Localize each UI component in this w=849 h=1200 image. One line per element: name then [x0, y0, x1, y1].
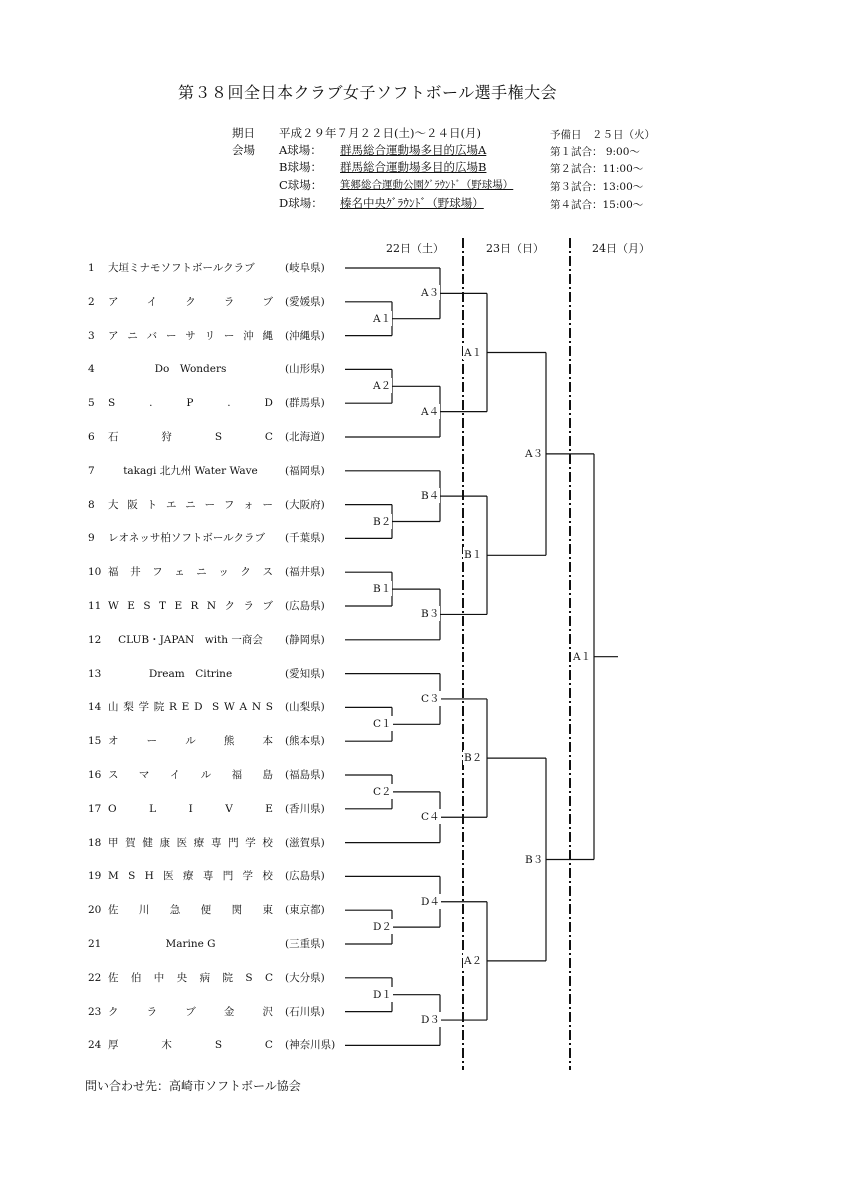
team-name: Marine G: [165, 938, 216, 950]
team-name: オ ー ル 熊 本: [108, 735, 273, 748]
team-name: 石 狩 S C: [108, 431, 273, 443]
game-label-final: A１: [573, 650, 592, 663]
team-name: レオネッサ柏ソフトボールクラブ: [108, 532, 265, 545]
game-label-r2: C３: [421, 692, 440, 705]
game-label-r1: A１: [373, 312, 392, 325]
match-time-1: 第１試合： 9:00～: [550, 146, 640, 158]
match-time-3: 第３試合：13:00～: [550, 181, 644, 193]
team-name: ク ラ ブ 金 沢: [108, 1005, 273, 1018]
game-label-r3: B２: [464, 752, 483, 765]
team-prefecture: (福島県): [285, 769, 325, 781]
day-header-1: 22日（土）: [386, 242, 444, 255]
game-label-r3: A１: [464, 346, 483, 359]
day-header-2: 23日（日）: [486, 242, 544, 255]
game-label-r3: B１: [464, 549, 483, 562]
game-label-r2: A４: [421, 405, 440, 418]
team-prefecture: (大分県): [285, 971, 325, 984]
team-prefecture: (福岡県): [285, 464, 325, 477]
team-prefecture: (三重県): [285, 938, 325, 950]
team-name: 大垣ミナモソフトボールクラブ: [108, 262, 255, 274]
day-header-3: 24日（月）: [592, 242, 650, 255]
venue-label: 会場: [232, 143, 255, 157]
team-number: 21: [88, 938, 102, 950]
team-name: 甲 賀 健 康 医 療 専 門 学 校: [108, 836, 273, 849]
team-prefecture: (熊本県): [285, 735, 325, 748]
team-number: 7: [88, 464, 95, 477]
venue-d-label: D球場：: [279, 196, 323, 210]
game-label-r1: A２: [373, 380, 392, 393]
team-number: 14: [88, 701, 102, 714]
game-label-r1: B２: [373, 515, 392, 528]
game-label-r3: A２: [464, 954, 483, 967]
page-title: 第３８回全日本クラブ女子ソフトボール選手権大会: [178, 83, 558, 102]
venue-a-label: A球場：: [279, 143, 322, 157]
team-number: 20: [88, 904, 102, 917]
match-time-4: 第４試合：15:00～: [550, 199, 644, 211]
game-label-r1: C１: [373, 718, 392, 731]
team-number: 2: [88, 295, 95, 308]
game-label-r1: B１: [373, 583, 392, 596]
team-number: 8: [88, 498, 95, 511]
team-number: 24: [88, 1039, 102, 1052]
team-prefecture: (神奈川県): [285, 1039, 336, 1052]
team-number: 22: [88, 971, 102, 984]
team-number: 18: [88, 836, 102, 849]
team-number: 13: [88, 667, 102, 680]
game-label-r1: D２: [373, 921, 392, 934]
game-label-r2: B３: [421, 608, 440, 621]
team-prefecture: (東京都): [285, 904, 325, 917]
team-name: O L I V E: [108, 802, 273, 815]
team-name: S . P . D: [108, 397, 273, 410]
team-number: 12: [88, 633, 102, 646]
venue-c-label: C球場：: [279, 178, 323, 192]
team-name: Do Wonders: [154, 363, 227, 376]
team-prefecture: (沖縄県): [285, 329, 325, 342]
period-label: 期日: [232, 126, 255, 140]
reserve-day: 予備日 ２５日（火）: [550, 129, 655, 141]
team-prefecture: (滋賀県): [285, 836, 325, 849]
team-name: W E S T E R N ク ラ ブ: [108, 600, 273, 612]
team-number: 5: [88, 397, 95, 410]
team-number: 15: [88, 735, 102, 748]
venue-b-value: 群馬総合運動場多目的広場B: [340, 160, 487, 174]
team-prefecture: (岐阜県): [285, 262, 325, 274]
team-prefecture: (愛知県): [285, 667, 325, 680]
team-prefecture: (広島県): [285, 870, 325, 883]
team-name: 山 梨 学 院 R E D S W A N S: [108, 701, 273, 714]
game-label-r2: B４: [421, 490, 440, 503]
team-prefecture: (山梨県): [285, 701, 325, 714]
team-name: 厚 木 S C: [108, 1039, 273, 1052]
team-number: 3: [88, 329, 95, 342]
game-label-r2: C４: [421, 811, 440, 824]
team-prefecture: (愛媛県): [285, 295, 325, 308]
venue-c-value: 箕郷総合運動公園ｸﾞﾗｳﾝﾄﾞ（野球場）: [340, 179, 514, 191]
team-name: CLUB・JAPAN with 一商会: [118, 633, 263, 646]
team-name: M S H 医 療 専 門 学 校: [108, 870, 273, 883]
team-prefecture: (千葉県): [285, 532, 325, 545]
venue-d-value: 榛名中央ｸﾞﾗｳﾝﾄﾞ（野球場）: [340, 196, 484, 210]
game-label-r1: D１: [373, 988, 392, 1001]
team-number: 19: [88, 870, 102, 883]
team-prefecture: (広島県): [285, 600, 325, 612]
team-name: ア イ ク ラ ブ: [108, 295, 273, 308]
game-label-r4: A３: [525, 447, 544, 460]
venue-b-label: B球場：: [279, 160, 322, 174]
team-name: 佐 川 急 便 関 東: [108, 904, 273, 917]
game-label-r4: B３: [525, 853, 544, 866]
game-label-r2: D３: [421, 1014, 440, 1027]
team-number: 16: [88, 769, 102, 781]
venue-a-value: 群馬総合運動場多目的広場A: [340, 143, 487, 157]
team-number: 6: [88, 431, 95, 443]
match-time-2: 第２試合：11:00～: [550, 163, 644, 175]
team-number: 10: [88, 566, 102, 579]
team-prefecture: (北海道): [285, 431, 325, 443]
team-prefecture: (香川県): [285, 802, 325, 815]
team-number: 11: [88, 600, 102, 612]
team-number: 17: [88, 802, 102, 815]
team-prefecture: (山形県): [285, 363, 325, 376]
team-name: 大 阪 ト エ ニ ー フ ォ ー: [108, 498, 273, 511]
team-prefecture: (福井県): [285, 566, 325, 579]
team-name: ア ニ バ ー サ リ ー 沖 縄: [108, 329, 273, 342]
game-label-r1: C２: [373, 785, 392, 798]
game-label-r2: D４: [421, 895, 440, 908]
team-prefecture: (大阪府): [285, 498, 325, 511]
period-value: 平成２９年７月２２日(土)～２４日(月): [279, 126, 481, 140]
team-name: takagi 北九州 Water Wave: [123, 464, 258, 477]
team-name: 福 井 フ ェ ニ ッ ク ス: [108, 566, 273, 579]
team-prefecture: (群馬県): [285, 397, 325, 410]
team-name: Dream Citrine: [148, 667, 233, 680]
team-prefecture: (石川県): [285, 1005, 325, 1018]
team-number: 4: [88, 363, 95, 376]
footer-contact: 問い合わせ先：高崎市ソフトボール協会: [85, 1079, 301, 1093]
team-number: 23: [88, 1005, 102, 1018]
team-number: 9: [88, 532, 95, 545]
game-label-r2: A３: [421, 287, 440, 300]
team-name: ス マ イ ル 福 島: [108, 769, 273, 781]
team-number: 1: [88, 262, 95, 274]
team-name: 佐 伯 中 央 病 院 S C: [108, 971, 273, 984]
team-prefecture: (静岡県): [285, 633, 325, 646]
